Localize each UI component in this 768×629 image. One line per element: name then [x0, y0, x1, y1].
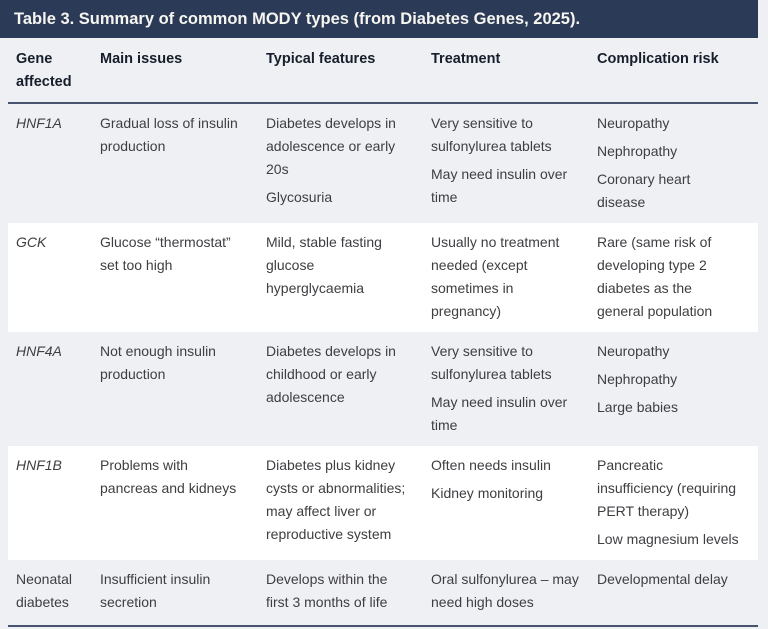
treatment-cell — [431, 568, 597, 619]
complication-risk-cell — [597, 454, 758, 556]
table-title: Table 3. Summary of common MODY types (from Diabetes Genes, 2025). — [14, 9, 581, 28]
complication-risk-cell — [597, 568, 758, 619]
main-issues-cell — [100, 112, 266, 219]
typical-features-cell — [266, 454, 431, 556]
cell-paragraph: Often needs insulin — [431, 457, 551, 473]
typical-features-cell — [266, 340, 431, 442]
cell-paragraph: Nephropathy — [597, 143, 678, 159]
table-row — [8, 332, 758, 446]
cell-paragraph: Rare (same risk of developing type 2 diabetes as the general population — [597, 234, 713, 319]
treatment-cell — [431, 231, 597, 328]
gene-cell: HNF4A — [16, 343, 62, 359]
typical-features-cell — [266, 112, 431, 219]
column-header-2: Typical features — [266, 51, 376, 67]
table-row — [8, 223, 758, 332]
cell-paragraph: May need insulin over time — [431, 166, 568, 205]
column-header-row — [8, 38, 758, 102]
cell-paragraph: Large babies — [597, 399, 678, 415]
column-header-4: Complication risk — [597, 51, 719, 67]
cell-paragraph: Diabetes develops in adolescence or early 20s — [266, 115, 396, 177]
cell-paragraph: Developmental delay — [597, 571, 728, 587]
cell-paragraph: Kidney monitoring — [431, 485, 544, 501]
cell-paragraph: Mild, stable fasting glucose hyperglycaemia — [266, 234, 382, 296]
complication-risk-cell — [597, 231, 758, 328]
table-title-bar — [0, 0, 758, 38]
complication-risk-cell — [597, 340, 758, 442]
cell-paragraph: Low magnesium levels — [597, 531, 739, 547]
cell-paragraph: Develops within the first 3 months of life — [266, 571, 388, 610]
table-row — [8, 560, 758, 623]
typical-features-cell — [266, 568, 431, 619]
cell-paragraph: Neuropathy — [597, 115, 670, 131]
main-issues-cell — [100, 454, 266, 556]
cell-paragraph: Glucose “thermostat” set too high — [100, 234, 231, 273]
cell-paragraph: Very sensitive to sulfonylurea tablets — [431, 115, 552, 154]
cell-paragraph: Diabetes plus kidney cysts or abnormalities; may affect liver or reproductive system — [266, 457, 406, 542]
bottom-rule — [8, 625, 758, 627]
cell-paragraph: Usually no treatment needed (except sometimes in pregnancy) — [431, 234, 560, 319]
table-row — [8, 104, 758, 223]
typical-features-cell — [266, 231, 431, 328]
main-issues-cell — [100, 340, 266, 442]
cell-paragraph: Pancreatic insufficiency (requiring PERT therapy) — [597, 457, 737, 519]
cell-paragraph: Glycosuria — [266, 189, 333, 205]
column-header-1: Main issues — [100, 51, 183, 67]
gene-cell: HNF1A — [16, 115, 62, 131]
cell-paragraph: Not enough insulin production — [100, 343, 216, 382]
complication-risk-cell — [597, 112, 758, 219]
treatment-cell — [431, 454, 597, 556]
treatment-cell — [431, 340, 597, 442]
cell-paragraph: Diabetes develops in childhood or early adolescence — [266, 343, 396, 405]
column-header-0: Gene affected — [16, 51, 72, 90]
cell-paragraph: Nephropathy — [597, 371, 678, 387]
treatment-cell — [431, 112, 597, 219]
cell-paragraph: Very sensitive to sulfonylurea tablets — [431, 343, 552, 382]
cell-paragraph: Coronary heart disease — [597, 171, 691, 210]
cell-paragraph: Oral sulfonylurea – may need high doses — [431, 571, 579, 610]
gene-cell: GCK — [16, 234, 47, 250]
table-row — [8, 446, 758, 560]
cell-paragraph: Insufficient insulin secretion — [100, 571, 211, 610]
column-header-3: Treatment — [431, 51, 501, 67]
cell-paragraph: Gradual loss of insulin production — [100, 115, 238, 154]
main-issues-cell — [100, 568, 266, 619]
main-issues-cell — [100, 231, 266, 328]
cell-paragraph: May need insulin over time — [431, 394, 568, 433]
gene-cell: Neonatal diabetes — [16, 571, 73, 610]
cell-paragraph: Neuropathy — [597, 343, 670, 359]
gene-cell: HNF1B — [16, 457, 62, 473]
cell-paragraph: Problems with pancreas and kidneys — [100, 457, 237, 496]
table-body — [0, 104, 768, 623]
